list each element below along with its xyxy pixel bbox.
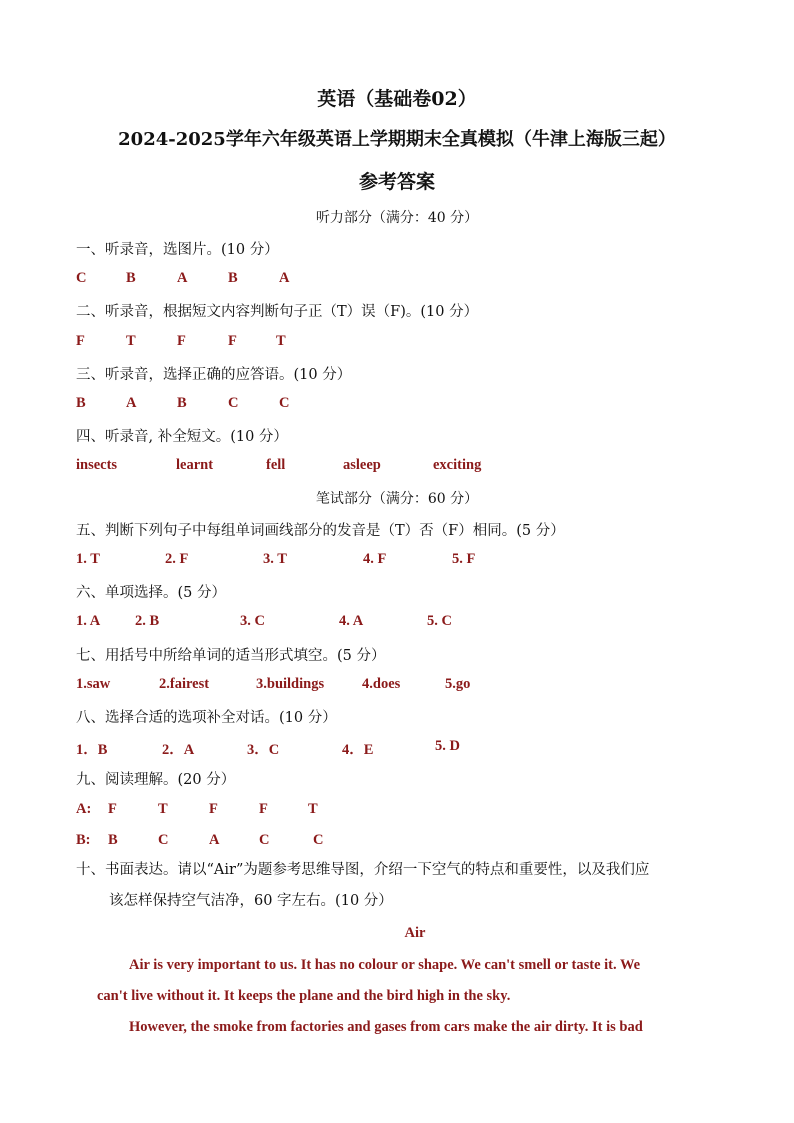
answer-item: A [126,395,137,411]
answer-item: 5. D [435,738,460,754]
answer-item: 2. B [135,613,160,629]
answer-item: C [76,270,87,286]
answer-item: A [177,270,188,286]
question-6-answers [76,613,716,633]
answer-item: F [259,801,268,817]
answer-item: 4. F [363,551,387,567]
answer-item: B [76,395,86,411]
essay-line: However, the smoke from factories and gases from cars make the air dirty. It is bad [129,1019,643,1035]
answer-item: F [228,333,237,349]
answer-item: 3.buildings [256,676,325,692]
answer-group-label: A: [76,801,92,817]
answer-item: C [279,395,290,411]
answer-item: C [259,832,270,848]
question-3-label: 三、听录音，选择正确的应答语。(10 分） [76,367,352,383]
paper-title: 英语（基础卷02） [317,88,477,110]
answer-item: T [158,801,168,817]
answer-item: T [308,801,318,817]
answer-item: 5.go [445,676,471,692]
answer-item: 3．C [247,742,280,758]
answer-item: A [279,270,290,286]
listening-part-title: 听力部分（满分：40 分） [315,210,479,226]
answer-item: C [313,832,324,848]
question-4-label: 四、听录音, 补全短文。(10 分） [76,429,288,445]
question-9a-answers [76,801,716,821]
question-2-label: 二、听录音，根据短文内容判断句子正（T）误（F)。(10 分） [76,304,479,320]
answer-item: learnt [176,457,214,473]
question-5-answers [76,551,716,571]
question-3-answers [76,395,716,415]
question-1-label: 一、听录音，选图片。(10 分） [76,242,279,258]
question-2-answers [76,333,716,353]
answer-item: F [76,333,85,349]
answer-item: 3. C [240,613,265,629]
question-10-line-1: 十、书面表达。请以“Air”为题参考思维导图，介绍一下空气的特点和重要性，以及我们应 [76,862,650,878]
answer-item: 1. A [76,613,101,629]
question-4-answers [76,457,716,477]
question-8-label: 八、选择合适的选项补全对话。(10 分） [76,710,337,726]
answer-group-label: B: [76,832,91,848]
answer-item: 1．B [76,742,108,758]
answer-item: insects [76,457,118,473]
answer-item: 3. T [263,551,287,567]
essay-title: Air [404,925,426,941]
essay-line: can't live without it. It keeps the plane and the bird high in the sky. [97,988,511,1004]
answer-item: B [126,270,136,286]
answer-item: B [228,270,238,286]
answer-item: A [209,832,220,848]
answer-item: 5. C [427,613,452,629]
essay-line: Air is very important to us. It has no colour or shape. We can't smell or taste it. We [129,957,641,973]
answer-item: F [177,333,186,349]
question-1-answers [76,270,716,290]
answer-item: asleep [343,457,381,473]
answer-key-heading: 参考答案 [358,171,435,193]
answer-item: exciting [433,457,482,473]
question-7-answers [76,676,716,696]
question-8-answers [76,738,716,758]
answer-item: 5. F [452,551,476,567]
written-part-title: 笔试部分（满分：60 分） [315,491,479,507]
answer-item: F [209,801,218,817]
answer-item: fell [266,457,286,473]
question-7-label: 七、用括号中所给单词的适当形式填空。(5 分） [76,648,386,664]
answer-item: F [108,801,117,817]
answer-item: T [126,333,136,349]
answer-item: 2.fairest [159,676,210,692]
question-9b-answers [76,832,716,852]
answer-item: 4. A [339,613,364,629]
question-10-line-2: 该怎样保持空气洁净，60 字左右。(10 分） [109,893,393,909]
paper-subtitle: 2024-2025学年六年级英语上学期期末全真模拟（牛津上海版三起） [118,129,676,150]
answer-item: 2．A [162,742,195,758]
question-5-label: 五、判断下列句子中每组单词画线部分的发音是（T）否（F）相同。(5 分） [76,523,565,539]
answer-item: 1.saw [76,676,111,692]
question-10-label [76,855,726,917]
answer-item: 1. T [76,551,100,567]
question-6-label: 六、单项选择。(5 分） [76,585,226,601]
answer-item: 4．E [342,742,374,758]
question-9-label: 九、阅读理解。(20 分） [76,772,236,788]
answer-item: T [276,333,286,349]
answer-item: B [108,832,118,848]
answer-item: 4.does [362,676,401,692]
answer-item: C [228,395,239,411]
answer-item: B [177,395,187,411]
answer-item: 2. F [165,551,189,567]
answer-item: C [158,832,169,848]
